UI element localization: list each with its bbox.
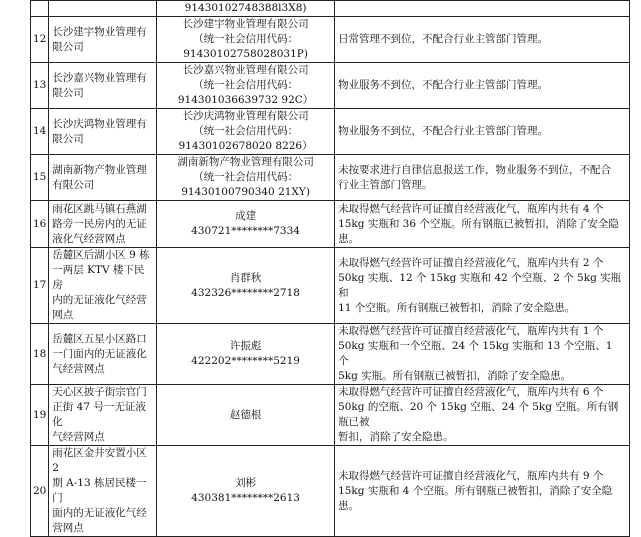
table-row [31, 248, 630, 324]
index-cell: 13 [31, 63, 49, 109]
description-cell: 物业服务不到位，不配合行业主管部门管理。 [335, 109, 630, 155]
name-cell: 天心区披子街宗官门 正街 47 号一无证液化 气经营网点 [49, 385, 157, 446]
entity-cell: 91430102748388l3X8) [157, 1, 335, 17]
description-cell: 未取得燃气经营许可证擅自经营液化气，瓶库内共有 4 个 15kg 实瓶和 36 个空瓶。所有钢瓶已被暂扣，消除了安全隐 患。 [335, 201, 630, 248]
entity-cell: 长沙嘉兴物业管理有限公司 （统一社会信用代码： 914301036639732 92C） [157, 63, 335, 109]
table-row [31, 109, 630, 155]
entity-cell: 刘彬 430381********2613 [157, 446, 335, 537]
index-cell: 15 [31, 155, 49, 201]
name-cell: 长沙庆鸿物业管理有 限公司 [49, 109, 157, 155]
entity-cell: 长沙庆鸿物业管理有限公司 （统一社会信用代码： 91430102678020 8226） [157, 109, 335, 155]
table-row [31, 324, 630, 385]
table-row-continuation [31, 1, 630, 17]
table-row [31, 155, 630, 201]
description-cell: 未取得燃气经营许可证擅自经营液化气，瓶库内共有 6 个 50kg 的空瓶、20 个 15kg 空瓶、24 个 5kg 空瓶。所有钢瓶已被 暂扣，消除了安全隐患。 [335, 385, 630, 446]
description-cell: 未按要求进行自律信息报送工作，物业服务不到位，不配合 行业主管部门管理。 [335, 155, 630, 201]
table-row [31, 201, 630, 248]
index-cell: 19 [31, 385, 49, 446]
description-cell: 未取得燃气经营许可证擅自经营液化气，瓶库内共有 1 个 50kg 实瓶和一个空瓶、24 个 15kg 实瓶和 13 个空瓶、1 个 5kg 实瓶。所有钢瓶已被暂扣，消除了安全隐患。 [335, 324, 630, 385]
table-row [31, 63, 630, 109]
name-cell: 长沙建宇物业管理有 限公司 [49, 17, 157, 63]
description-cell: 物业服务不到位，不配合行业主管部门管理。 [335, 63, 630, 109]
table-row [31, 385, 630, 446]
name-cell: 湖南新物产物业管理 有限公司 [49, 155, 157, 201]
entity-cell: 肖群秋 432326********2718 [157, 248, 335, 324]
table-row [31, 446, 630, 537]
index-cell: 18 [31, 324, 49, 385]
table-row [31, 17, 630, 63]
entity-cell: 成建 430721********7334 [157, 201, 335, 248]
name-cell: 雨花区跳马镇石燕湖 路旁一民房内的无证 液化气经营网点 [49, 201, 157, 248]
index-cell: 16 [31, 201, 49, 248]
description-cell: 未取得燃气经营许可证擅自经营液化气，瓶库内共有 9 个 15kg 实瓶和 4 个空瓶。所有钢瓶已被暂扣，消除了安全隐 患。 [335, 446, 630, 537]
entity-cell: 长沙建宇物业管理有限公司 （统一社会信用代码： 91430102758028031P) [157, 17, 335, 63]
description-cell: 日常管理不到位，不配合行业主管部门管理。 [335, 17, 630, 63]
description-cell: 未取得燃气经营许可证擅自经营液化气，瓶库内共有 2 个 50kg 实瓶、12 个 15kg 实瓶和 42 个空瓶、2 个 5kg 实瓶和 11 个空瓶。所有钢瓶已被暂扣，消除了安全隐患。 [335, 248, 630, 324]
entity-cell: 赵德根 [157, 385, 335, 446]
name-cell [49, 1, 157, 17]
index-cell: 12 [31, 17, 49, 63]
name-cell: 雨花区金井安置小区 2 期 A-13 栋居民楼一门 面内的无证液化气经 营网点 [49, 446, 157, 537]
entity-cell: 湖南新物产物业管理有限公司 （统一社会信用代码： 91430100790340 21XY) [157, 155, 335, 201]
index-cell: 17 [31, 248, 49, 324]
description-cell [335, 1, 630, 17]
violations-table [30, 0, 630, 537]
name-cell: 岳麓区后湖小区 9 栋 一两层 KTV 楼下民房 内的无证液化气经营 网点 [49, 248, 157, 324]
name-cell: 长沙嘉兴物业管理有 限公司 [49, 63, 157, 109]
name-cell: 岳麓区五星小区路口 一门面内的无证液化 气经营网点 [49, 324, 157, 385]
index-cell: 20 [31, 446, 49, 537]
index-cell: 14 [31, 109, 49, 155]
index-cell [31, 1, 49, 17]
document-page [30, 0, 630, 537]
entity-cell: 许振彪 422202********5219 [157, 324, 335, 385]
